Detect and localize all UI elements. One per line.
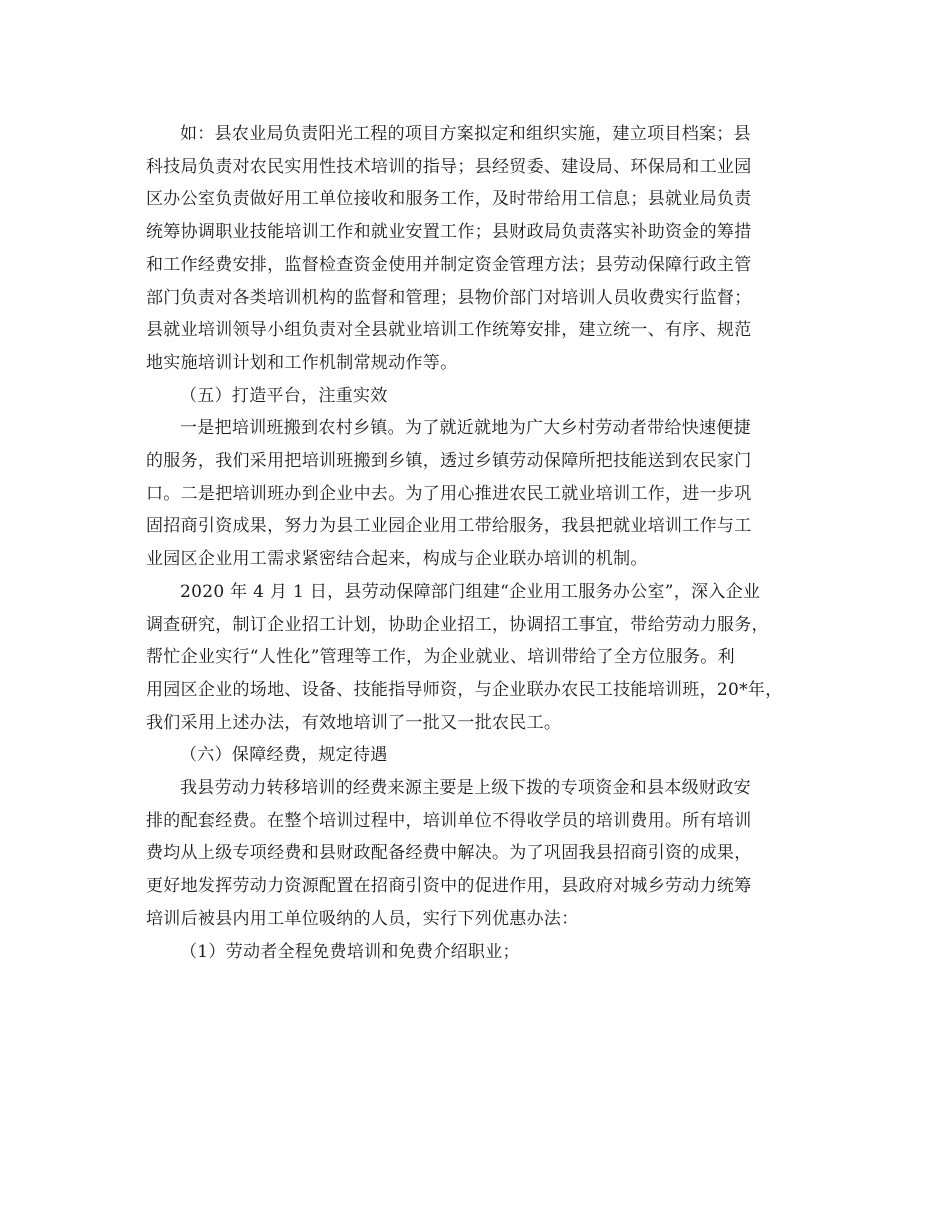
- section-heading-5: [146, 380, 806, 413]
- text-line: 我县劳动力转移培训的经费来源主要是上级下拨的专项资金和县本级财政安: [180, 778, 751, 799]
- text-line: 地实施培训计划和工作机制常规动作等。: [146, 352, 458, 373]
- text-line: 固招商引资成果，努力为县工业园企业用工带给服务，我县把就业培训工作与工: [146, 516, 752, 537]
- text-line: 部门负责对各类培训机构的监督和管理；县物价部门对培训人员收费实行监督；: [146, 287, 752, 308]
- text-line: 如：县农业局负责阳光工程的项目方案拟定和组织实施，建立项目档案；县: [180, 124, 751, 144]
- text-line: 帮忙企业实行“人性化”管理等工作，为企业就业、培训带给了全方位服务。利: [146, 647, 735, 668]
- text-line: 我们采用上述办法，有效地培训了一批又一批农民工。: [146, 712, 562, 733]
- text-line: 和工作经费安排，监督检查资金使用并制定资金管理方法；县劳动保障行政主管: [146, 254, 752, 275]
- paragraph-funding: [146, 772, 806, 936]
- text-line: 更好地发挥劳动力资源配置在招商引资中的促进作用，县政府对城乡劳动力统筹: [146, 876, 752, 897]
- paragraph-responsibilities: [146, 118, 806, 380]
- text-line: 2020 年 4 月 1 日，县劳动保障部门组建“企业用工服务办公室”，深入企业: [180, 581, 761, 602]
- text-line: 排的配套经费。在整个培训过程中，培训单位不得收学员的培训费用。所有培训: [146, 810, 752, 831]
- text-line: 费均从上级专项经费和县财政配备经费中解决。为了巩固我县招商引资的成果，: [146, 843, 752, 864]
- text-line: 调查研究，制订企业招工计划，协助企业招工，协调招工事宜，带给劳动力服务，: [146, 614, 769, 635]
- paragraph-platform: [146, 412, 806, 576]
- text-line: 的服务，我们采用把培训班搬到乡镇，透过乡镇劳动保障所把技能送到农民家门: [146, 451, 752, 472]
- text-line: 培训后被县内用工单位吸纳的人员，实行下列优惠办法：: [146, 908, 579, 929]
- text-line: 县就业培训领导小组负责对全县就业培训工作统筹安排，建立统一、有序、规范: [146, 320, 752, 341]
- text-line: 业园区企业用工需求紧密结合起来，构成与企业联办培训的机制。: [146, 549, 648, 570]
- text-line: 区办公室负责做好用工单位接收和服务工作，及时带给用工信息；县就业局负责: [146, 189, 752, 210]
- heading-text: （六）保障经费，规定待遇: [180, 745, 388, 766]
- text-line: 口。二是把培训班办到企业中去。为了用心推进农民工就业培训工作，进一步巩: [146, 483, 752, 504]
- heading-text: （五）打造平台，注重实效: [180, 385, 388, 406]
- list-item-1: [146, 936, 806, 969]
- text-line: 一是把培训班搬到农村乡镇。为了就近就地为广大乡村劳动者带给快速便捷: [180, 418, 751, 439]
- paragraph-service-office: [146, 576, 806, 740]
- document-body: [146, 118, 806, 968]
- text-line: 科技局负责对农民实用性技术培训的指导；县经贸委、建设局、环保局和工业园: [146, 156, 752, 177]
- section-heading-6: [146, 739, 806, 772]
- list-item-text: （1）劳动者全程免费培训和免费介绍职业；: [180, 941, 520, 962]
- text-line: 统筹协调职业技能培训工作和就业安置工作；县财政局负责落实补助资金的筹措: [146, 222, 752, 243]
- text-line: 用园区企业的场地、设备、技能指导师资，与企业联办农民工技能培训班，20*年，: [146, 679, 783, 700]
